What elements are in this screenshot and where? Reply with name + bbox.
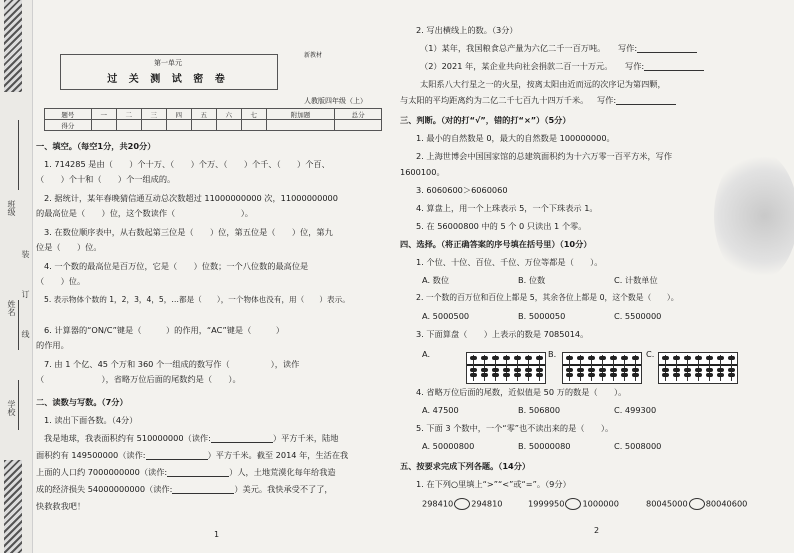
write-blank[interactable] — [637, 52, 697, 53]
compare-item-3 — [646, 498, 747, 510]
abacus-bead — [695, 373, 702, 377]
abacus-bead — [662, 373, 669, 377]
new-tag: 新教材 — [304, 52, 323, 59]
score-header: 六 — [216, 109, 241, 120]
reading-text: 成的经济损失 54000000000（读作: — [36, 484, 173, 494]
binding-stripe-top — [4, 0, 22, 92]
compare-right: 1000000 — [582, 498, 619, 509]
choice-5-opt-a[interactable]: A. 50000800 — [422, 441, 475, 451]
reading-text: ）平方千米。截至 2014 年，生活在我 — [207, 450, 349, 460]
abacus-bead — [514, 356, 521, 360]
abacus-bead — [503, 368, 510, 372]
score-row-label: 得分 — [45, 120, 92, 131]
abacus-bead — [684, 368, 691, 372]
compare-left: 80045000 — [646, 498, 688, 509]
question-3: 3. 在数位顺序表中，从右数起第三位是（ ）位，第五位是（ ）位，第九 — [44, 227, 333, 237]
choice-1-opt-b[interactable]: B. 位数 — [518, 275, 546, 285]
abacus-bead — [717, 373, 724, 377]
page-number-2: 2 — [594, 526, 600, 535]
score-header: 二 — [116, 109, 141, 120]
reading-text: ）美元。我快承受不了了， — [234, 484, 333, 494]
score-row — [45, 120, 382, 131]
binding-line — [18, 380, 19, 430]
unit-banner: 第一单元 — [154, 59, 182, 67]
abacus-bead — [684, 356, 691, 360]
score-header: 五 — [191, 109, 216, 120]
abacus-bead — [492, 373, 499, 377]
score-header: 总分 — [335, 109, 382, 120]
reading-text: ）平方千米，陆地 — [272, 433, 339, 443]
abacus-bead — [470, 368, 477, 372]
question-5: 5. 表示物体个数的 1，2，3，4，5，…都是（ ），一个物体也没有，用（ ）表示。 — [44, 295, 350, 304]
abacus-bead — [610, 368, 617, 372]
question-2-cont: 的最高位是（ ）位，这个数读作（ ）。 — [36, 208, 253, 218]
choice-1: 1. 个位、十位、百位、千位、万位等都是（ ）。 — [416, 257, 603, 267]
choice-2: 2. 一个数的百万位和百位上都是 5，其余各位上都是 0，这个数是（ ）。 — [416, 293, 679, 302]
question-4: 4. 一个数的最高位是百万位，它是（ ）位数；一个八位数的最高位是 — [44, 261, 309, 271]
question-2: 2. 据统计，某年春晚猜信通互动总次数超过 11000000000 次，11000000000 — [44, 193, 338, 203]
choice-2-opt-a[interactable]: A. 5000500 — [422, 311, 470, 321]
score-table — [44, 108, 382, 131]
abacus-bead — [536, 373, 543, 377]
write-item-text: （1）某年，我国粮食总产量为六亿二千一百万吨。 — [420, 43, 606, 53]
abacus-c-icon[interactable] — [658, 352, 738, 384]
abacus-bead — [492, 356, 499, 360]
question-7: 7. 由 1 个亿、45 个万和 360 个一组成的数写作（ ），读作 — [44, 359, 300, 369]
write-blank[interactable] — [644, 70, 704, 71]
abacus-bead — [588, 356, 595, 360]
reading-question-1: 1. 读出下面各数。（4分） — [44, 415, 138, 425]
choice-4-opt-b[interactable]: B. 506800 — [518, 405, 561, 415]
write-item-3: 太阳系八大行星之一的火星，按离太阳由近而远的次序记为第四颗， — [420, 79, 666, 89]
section-3-title: 三、判断。（对的打“√”，错的打“×”）（5分） — [400, 115, 571, 125]
edition-label: 人教版四年级（上） — [304, 97, 367, 105]
abacus-bead — [684, 373, 691, 377]
compare-right: 294810 — [471, 498, 503, 509]
abacus-bead — [673, 368, 680, 372]
score-cell[interactable] — [241, 120, 266, 131]
judge-5: 5. 在 56000800 中的 5 个 0 只读出 1 个零。 — [416, 221, 587, 231]
abacus-bead — [481, 356, 488, 360]
score-header: 七 — [241, 109, 266, 120]
choice-3-opt-b[interactable]: B. — [548, 349, 557, 359]
choice-5-opt-c[interactable]: C. 5008000 — [614, 441, 662, 451]
question-6: 6. 计算器的“ON/C”键是（ ）的作用，“AC”键是（ ） — [44, 325, 285, 335]
score-header: 一 — [91, 109, 116, 120]
section-4-title: 四、选择。（将正确答案的序号填在括号里）（10分） — [400, 239, 592, 249]
bracket-label: 订 — [21, 290, 30, 298]
abacus-bead — [673, 373, 680, 377]
abacus-bead — [514, 368, 521, 372]
abacus-a-icon[interactable] — [466, 352, 546, 384]
answer-blank[interactable] — [211, 442, 273, 443]
question-6-cont: 的作用。 — [36, 340, 69, 350]
compare-circle[interactable] — [454, 498, 470, 510]
abacus-bead — [695, 368, 702, 372]
name-label: 姓名 — [7, 300, 16, 316]
question-1: 1. 714285 是由（ ）个十万、（ ）个万、（ ）个千、（ ）个百、 — [44, 159, 330, 169]
abacus-bead — [577, 368, 584, 372]
write-item-1 — [420, 44, 697, 53]
choice-3-opt-a[interactable]: A. — [422, 349, 431, 359]
choice-3-opt-c[interactable]: C. — [646, 349, 655, 359]
compare-circle[interactable] — [689, 498, 705, 510]
abacus-bead — [717, 368, 724, 372]
binding-stripe-bottom — [4, 460, 22, 553]
abacus-bead — [621, 368, 628, 372]
question-4-cont: （ ）位。 — [36, 276, 86, 286]
abacus-bead — [577, 373, 584, 377]
abacus-bead — [673, 356, 680, 360]
abacus-bead — [566, 373, 573, 377]
compare-circle[interactable] — [565, 498, 581, 510]
score-cell[interactable] — [141, 120, 166, 131]
abacus-bead — [566, 356, 573, 360]
compare-item-2 — [528, 498, 619, 510]
bracket-label: 装 — [21, 250, 30, 258]
abacus-bead — [662, 356, 669, 360]
school-label: 学校 — [7, 400, 16, 416]
abacus-bead — [481, 368, 488, 372]
abacus-bead — [525, 373, 532, 377]
reading-text: 上面的人口约 7000000000（读作: — [36, 467, 168, 477]
abacus-bead — [514, 373, 521, 377]
score-cell[interactable] — [216, 120, 241, 131]
score-cell[interactable] — [266, 120, 334, 131]
abacus-bead — [536, 356, 543, 360]
stamp-watermark — [714, 150, 794, 282]
score-cell[interactable] — [166, 120, 191, 131]
abacus-bead — [621, 356, 628, 360]
abacus-bead — [728, 368, 735, 372]
choice-4-opt-c[interactable]: C. 499300 — [614, 405, 657, 415]
abacus-bead — [536, 368, 543, 372]
score-cell[interactable] — [91, 120, 116, 131]
score-header: 三 — [141, 109, 166, 120]
choice-3: 3. 下面算盘（ ）上表示的数是 7085014。 — [416, 329, 589, 339]
abacus-bead — [621, 373, 628, 377]
section-5-title: 五、按要求完成下列各题。（14分） — [400, 461, 531, 471]
choice-2-opt-c[interactable]: C. 5500000 — [614, 311, 662, 321]
abacus-bead — [662, 368, 669, 372]
compare-right: 80040600 — [705, 498, 748, 509]
abacus-bead — [610, 356, 617, 360]
abacus-bead — [503, 356, 510, 360]
abacus-bead — [728, 373, 735, 377]
abacus-bead — [470, 356, 477, 360]
abacus-bead — [599, 373, 606, 377]
abacus-bead — [695, 356, 702, 360]
compare-left: 298410 — [422, 498, 454, 509]
score-header: 四 — [166, 109, 191, 120]
abacus-bead — [599, 368, 606, 372]
write-item-text: （2）2021 年，某企业共向社会捐款二百一十万元。 — [420, 61, 613, 71]
choice-1-opt-c[interactable]: C. 计数单位 — [614, 275, 658, 285]
write-blank[interactable] — [616, 104, 676, 105]
choice-5-opt-b[interactable]: B. 50000080 — [518, 441, 571, 451]
score-header: 题号 — [45, 109, 92, 120]
compare-item-1 — [422, 498, 503, 510]
page-number-1: 1 — [214, 530, 220, 539]
abacus-b-icon[interactable] — [562, 352, 642, 384]
abacus-bead — [470, 373, 477, 377]
score-header: 附加题 — [266, 109, 334, 120]
abacus-bead — [706, 356, 713, 360]
choice-1-opt-a[interactable]: A. 数位 — [422, 275, 450, 285]
choice-4-opt-a[interactable]: A. 47500 — [422, 405, 459, 415]
binding-line — [18, 300, 19, 350]
abacus-bead — [503, 373, 510, 377]
write-label: 写作: — [617, 43, 638, 53]
reading-text: 面积约有 149500000（读作: — [36, 450, 146, 460]
write-question-2: 2. 写出横线上的数。（3分） — [416, 25, 518, 35]
abacus-bead — [632, 356, 639, 360]
reading-line-2 — [36, 451, 348, 460]
answer-blank[interactable] — [172, 493, 234, 494]
abacus-bead — [577, 356, 584, 360]
judge-2: 2. 上海世博会中国国家馆的总建筑面积约为十六万零一百平方米，写作 — [416, 151, 673, 161]
bracket-label: 线 — [21, 330, 30, 338]
abacus-bead — [588, 368, 595, 372]
abacus-bead — [610, 373, 617, 377]
answer-blank[interactable] — [146, 459, 208, 460]
answer-blank[interactable] — [167, 476, 229, 477]
fill-question-1: 1. 在下列○里填上“>”“<”或“=”。（9分） — [416, 479, 571, 489]
reading-line-5: 快救救我吧！ — [36, 501, 86, 511]
judge-2-cont: 1600100。 — [400, 167, 445, 177]
abacus-bead — [706, 373, 713, 377]
abacus-bead — [588, 373, 595, 377]
abacus-bead — [717, 356, 724, 360]
choice-4: 4. 省略万位后面的尾数，近似值是 50 万的数是（ ）。 — [416, 387, 627, 397]
score-cell[interactable] — [191, 120, 216, 131]
reading-line-1 — [44, 434, 338, 443]
reading-line-3 — [36, 468, 336, 477]
class-label: 班级 — [7, 200, 16, 216]
abacus-bead — [728, 356, 735, 360]
abacus-bead — [492, 368, 499, 372]
question-7-cont: （ ），省略万位后面的尾数约是（ ）。 — [36, 374, 241, 384]
choice-5: 5. 下面 3 个数中，一个“零”也不读出来的是（ ）。 — [416, 423, 614, 433]
score-cell[interactable] — [116, 120, 141, 131]
abacus-bead — [599, 356, 606, 360]
reading-text: 我是地球，我表面积约有 510000000（读作: — [44, 433, 211, 443]
abacus-bead — [525, 368, 532, 372]
write-label: 写作: — [625, 61, 645, 71]
question-1-cont: （ ）个十和（ ）个一组成的。 — [36, 174, 176, 184]
reading-line-4 — [36, 485, 333, 494]
question-3-cont: 位是（ ）位。 — [36, 242, 102, 252]
write-item-3-cont — [400, 96, 676, 105]
page-title: 过 关 测 试 密 卷 — [107, 74, 229, 85]
section-2-title: 二、读数与写数。（7分） — [36, 397, 128, 407]
write-label: 写作: — [596, 95, 617, 105]
abacus-bead — [706, 368, 713, 372]
abacus-bead — [525, 356, 532, 360]
write-item-2 — [420, 62, 704, 71]
score-cell[interactable] — [335, 120, 382, 131]
abacus-bead — [566, 368, 573, 372]
abacus-bead — [632, 368, 639, 372]
reading-text: ）人，土地荒漠化每年给我造 — [229, 467, 336, 477]
binding-line — [18, 120, 19, 190]
section-1-title: 一、填空。（每空1分，共20分） — [36, 141, 156, 151]
choice-2-opt-b[interactable]: B. 5000050 — [518, 311, 566, 321]
abacus-bead — [481, 373, 488, 377]
binding-margin — [0, 0, 33, 553]
abacus-bead — [632, 373, 639, 377]
compare-left: 1999950 — [528, 498, 565, 509]
judge-4: 4. 算盘上，用一个上珠表示 5，一个下珠表示 1。 — [416, 203, 598, 213]
judge-1: 1. 最小的自然数是 0，最大的自然数是 100000000。 — [416, 133, 615, 143]
score-header-row — [45, 109, 382, 120]
judge-3: 3. 6060600＞6060060 — [416, 185, 508, 195]
write-item-text: 与太阳的平均距离约为二亿二千七百九十四万千米。 — [400, 95, 589, 105]
